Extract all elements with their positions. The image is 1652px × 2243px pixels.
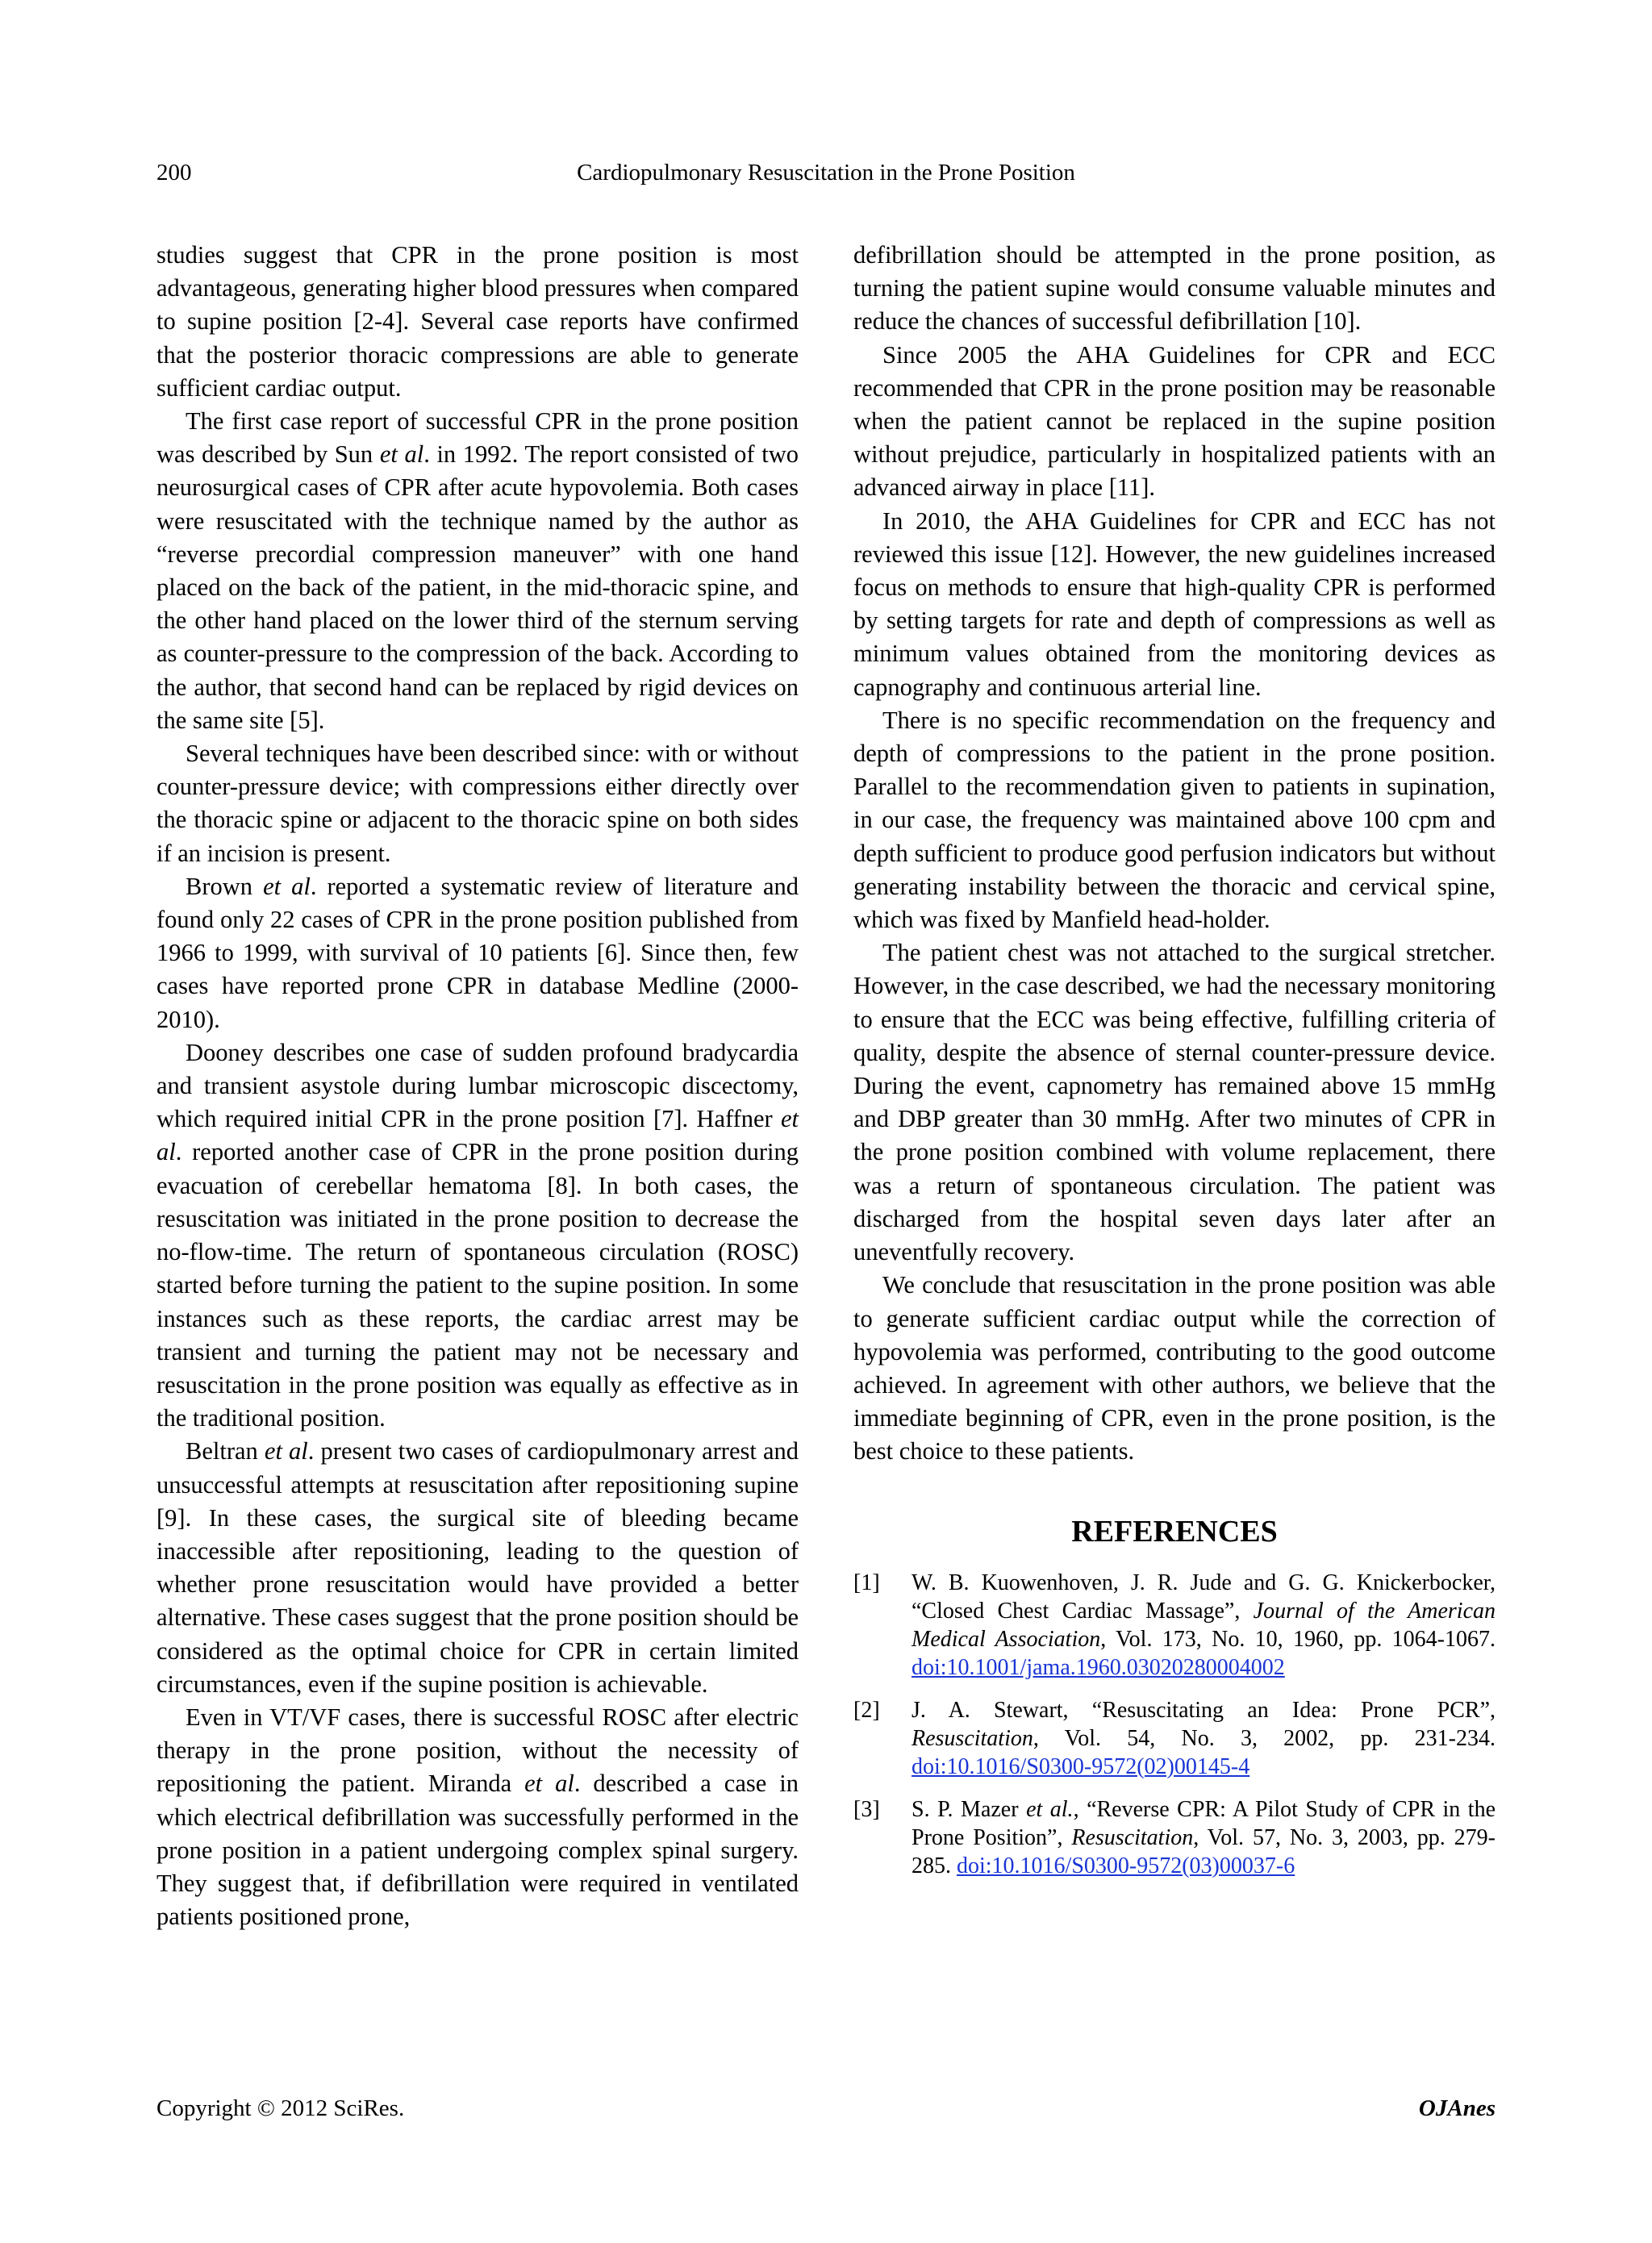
reference-item — [853, 1569, 1496, 1682]
doi-link[interactable]: doi:10.1016/S0300-9572(02)00145-4 — [912, 1753, 1250, 1779]
reference-item — [853, 1696, 1496, 1781]
paragraph: studies suggest that CPR in the prone position is most advantageous, generating higher blood pressures when compared to supine position [2-4]. Several case reports have confirmed that the posterior thoracic compressions are able to generate sufficient cardiac output. — [156, 241, 799, 402]
paragraph: defibrillation should be attempted in the prone position, as turning the patient supine would consume valuable minutes and reduce the chances of successful defibrillation [10]. — [853, 241, 1496, 336]
copyright: Copyright © 2012 SciRes. — [156, 2095, 405, 2121]
doi-link[interactable]: doi:10.1001/jama.1960.03020280004002 — [912, 1654, 1285, 1680]
paragraph: There is no specific recommendation on the frequency and depth of compressions to the patient in the prone position. Parallel to the recommendation given to patients in supination, in our case, the frequency was maintained above 100 cpm and depth sufficient to produce good perfusion indicators but without generating instability between the thoracic and cervical spine, which was fixed by Manfield head-holder. — [853, 706, 1496, 934]
reference-text: W. B. Kuowenhoven, J. R. Jude and G. G. Knickerbocker, “Closed Chest Cardiac Massage”, Journal of the American Medical Association, Vol. 173, No. 10, 1960, pp. 1064-1067. doi:10.1001/jama.1960.03020280004002 — [912, 1570, 1496, 1680]
left-column — [156, 239, 799, 1933]
reference-item — [853, 1795, 1496, 1880]
running-title: Cardiopulmonary Resuscitation in the Prone Position — [577, 160, 1075, 186]
right-column — [853, 239, 1496, 1895]
doi-link[interactable]: doi:10.1016/S0300-9572(03)00037-6 — [957, 1853, 1295, 1878]
paragraph: We conclude that resuscitation in the prone position was able to generate sufficient cardiac output while the correction of hypovolemia was performed, contributing to the good outcome achieved. In agreement with other authors, we believe that the immediate beginning of CPR, even in the prone position, is the best choice to these patients. — [853, 1271, 1496, 1465]
paragraph: The patient chest was not attached to the surgical stretcher. However, in the case described, we had the necessary monitoring to ensure that the ECC was being effective, fulfilling criteria of quality, despite the absence of sternal counter-pressure device. During the event, capnometry has remained above 15 mmHg and DBP greater than 30 mmHg. After two minutes of CPR in the prone position combined with volume replacement, there was a return of spontaneous circulation. The patient was discharged from the hospital seven days later after an uneventfully recovery. — [853, 939, 1496, 1266]
paragraph: Several techniques have been described since: with or without counter-pressure device; with compressions either directly over the thoracic spine or adjacent to the thoracic spine on both sides if an incision is present. — [156, 740, 799, 867]
reference-number: [1] — [853, 1570, 880, 1595]
paragraph: Beltran et al. present two cases of cardiopulmonary arrest and unsuccessful attempts at resuscitation after repositioning supine [9]. In these cases, the surgical site of bleeding became inaccessible after repositioning, leading to the question of whether prone resuscitation would have provided a better alternative. These cases suggest that the prone position should be considered as the optimal choice for CPR in certain limited circumstances, even if the supine position is achievable. — [156, 1437, 799, 1698]
paragraph: Dooney describes one case of sudden profound bradycardia and transient asystole during lumbar microscopic discectomy, which required initial CPR in the prone position [7]. Haffner et al. reported another case of CPR in the prone position during evacuation of cerebellar hematoma [8]. In both cases, the resuscitation was initiated in the prone position to decrease the no-flow-time. The return of spontaneous circulation (ROSC) started before turning the patient to the supine position. In some instances such as these reports, the cardiac arrest may be transient and turning the patient may not be necessary and resuscitation in the prone position was equally as effective as in the traditional position. — [156, 1038, 799, 1432]
reference-number: [3] — [853, 1796, 880, 1822]
paragraph: Brown et al. reported a systematic review of literature and found only 22 cases of CPR in the prone position published from 1966 to 1999, with survival of 10 patients [6]. Since then, few cases have reported prone CPR in database Medline (2000-2010). — [156, 872, 799, 1033]
paragraph: The first case report of successful CPR in the prone position was described by Sun et al. in 1992. The report consisted of two neurosurgical cases of CPR after acute hypovolemia. Both cases were resuscitated with the technique named by the author as “reverse precordial compression maneuver” with one hand placed on the back of the patient, in the mid-thoracic spine, and the other hand placed on the lower third of the sternum serving as counter-pressure to the compression of the back. According to the author, that second hand can be replaced by rigid devices on the same site [5]. — [156, 407, 799, 734]
reference-text: S. P. Mazer et al., “Reverse CPR: A Pilot Study of CPR in the Prone Position”, Resuscitation, Vol. 57, No. 3, 2003, pp. 279-285. doi:10.1016/S0300-9572(03)00037-6 — [912, 1796, 1496, 1878]
reference-number: [2] — [853, 1697, 880, 1723]
paragraph: In 2010, the AHA Guidelines for CPR and ECC has not reviewed this issue [12]. However, the new guidelines increased focus on methods to ensure that high-quality CPR is performed by setting targets for rate and depth of compressions as well as minimum values obtained from the monitoring devices as capnography and continuous arterial line. — [853, 507, 1496, 701]
page-number: 200 — [156, 160, 192, 186]
references-heading: REFERENCES — [1071, 1514, 1278, 1549]
reference-text: J. A. Stewart, “Resuscitating an Idea: Prone PCR”, Resuscitation, Vol. 54, No. 3, 2002, pp. 231-234. doi:10.1016/S0300-9572(02)00145-4 — [912, 1697, 1496, 1779]
journal-abbreviation: OJAnes — [1418, 2095, 1496, 2121]
paragraph: Even in VT/VF cases, there is successful ROSC after electric therapy in the prone position, without the necessity of repositioning the patient. Miranda et al. described a case in which electrical defibrillation was successfully performed in the prone position in a patient undergoing complex spinal surgery. They suggest that, if defibrillation were required in ventilated patients positioned prone, — [156, 1703, 799, 1931]
paragraph: Since 2005 the AHA Guidelines for CPR and ECC recommended that CPR in the prone position may be reasonable when the patient cannot be replaced in the supine position without prejudice, particularly in hospitalized patients with an advanced airway in place [11]. — [853, 340, 1496, 502]
